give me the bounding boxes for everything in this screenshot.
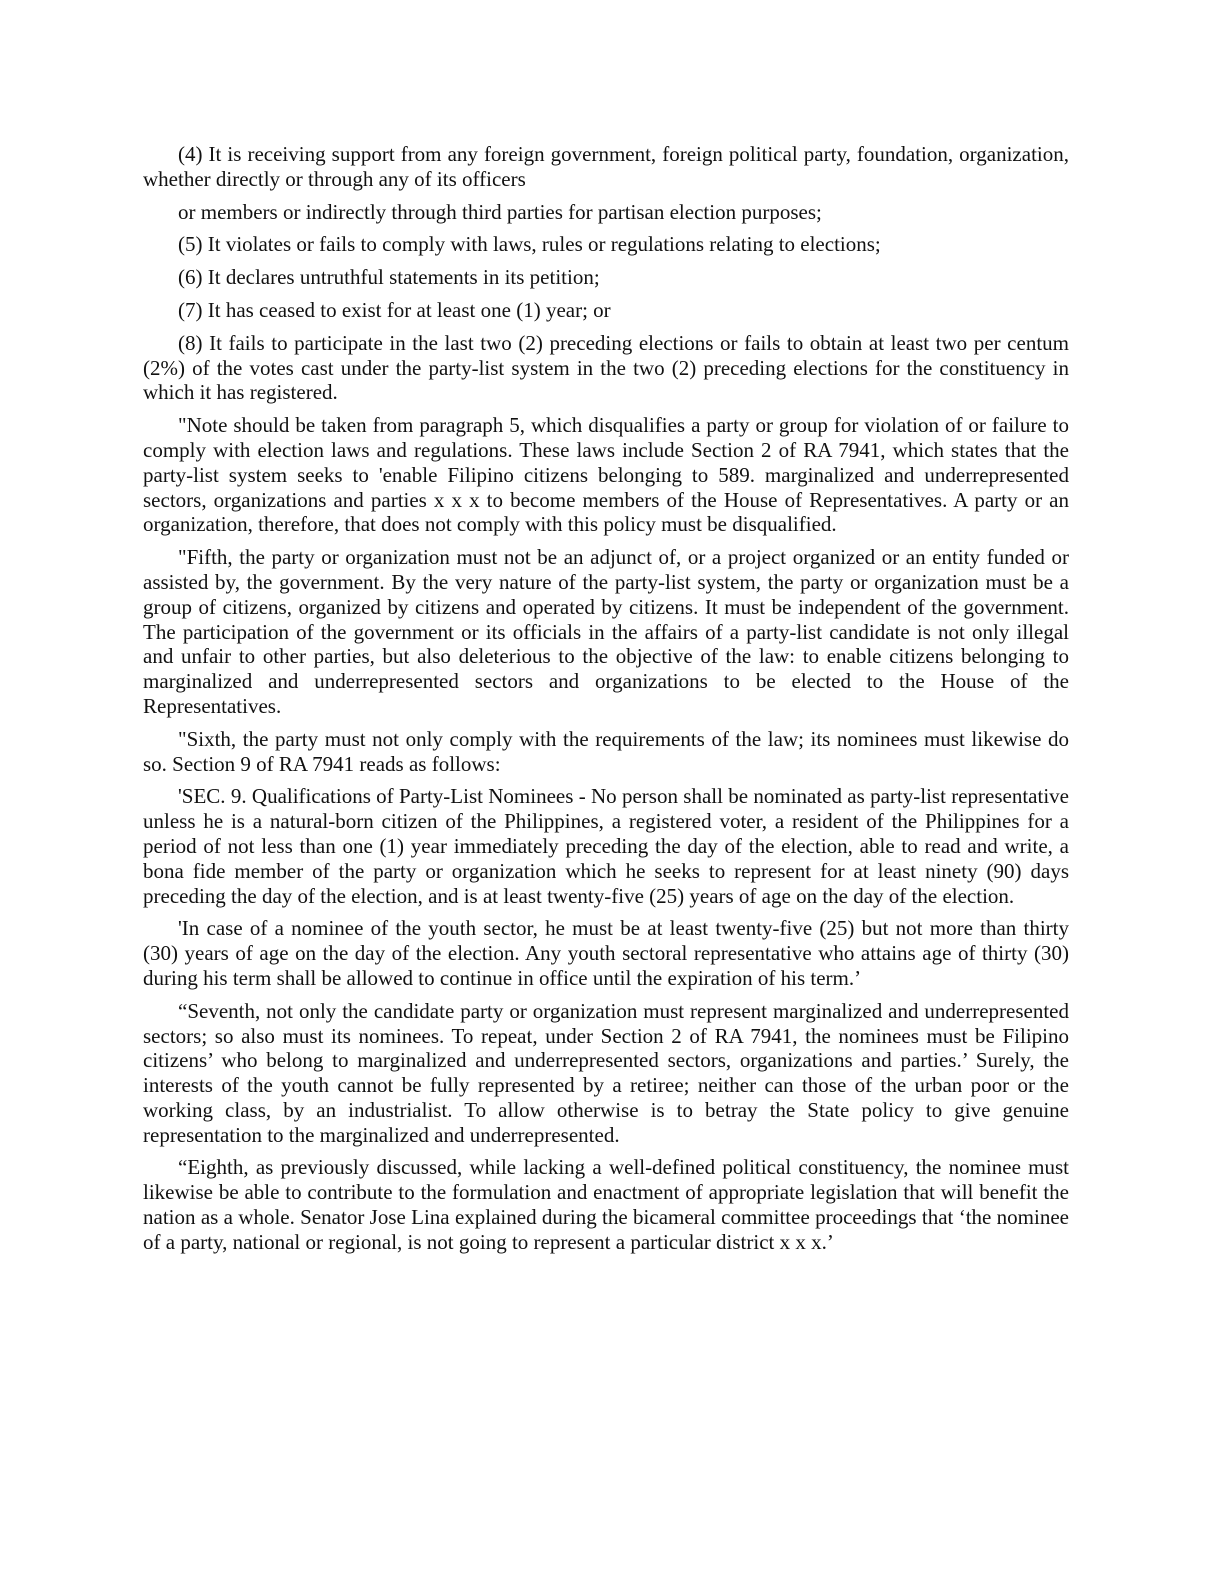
paragraph-sec-9: 'SEC. 9. Qualifications of Party-List Nominees - No person shall be nominated as party-list representative unless he is a natural-born citizen of the Philippines, a registered voter, a resident of the Philippines for a period of not less than one (1) year immediately preceding the day of the election, able to read and write, a bona fide member of the party or organization which he seeks to represent for at least ninety (90) days preceding the day of the election, and is at least twenty-five (25) years of age on the day of the election. — [143, 784, 1069, 908]
paragraph-item-8: (8) It fails to participate in the last two (2) preceding elections or fails to obtain at least two per centum (2%) of the votes cast under the party-list system in the two (2) preceding elections for the constituency in which it has registered. — [143, 330, 1069, 405]
paragraph-note-paragraph-5: "Note should be taken from paragraph 5, which disqualifies a party or group for violation of or failure to comply with election laws and regulations. These laws include Section 2 of RA 7941, which states that the party-list system seeks to 'enable Filipino citizens belonging to 589. marginalized and underrepresented sectors, organizations and parties x x x to become members of the House of Representatives. A party or an organization, therefore, that does not comply with this policy must be disqualified. — [143, 413, 1069, 537]
paragraph-item-7: (7) It has ceased to exist for at least one (1) year; or — [178, 297, 611, 322]
paragraph-sixth: "Sixth, the party must not only comply with the requirements of the law; its nominees must likewise do so. Section 9 of RA 7941 reads as follows: — [143, 726, 1069, 776]
paragraph-eighth: “Eighth, as previously discussed, while lacking a well-defined political constituency, the nominee must likewise be able to contribute to the formulation and enactment of appropriate legislation that will benefit the nation as a whole. Senator Jose Lina explained during the bicameral committee proceedings that ‘the nominee of a party, national or regional, is not going to represent a particular district x x x.’ — [143, 1155, 1069, 1254]
paragraph-item-4: (4) It is receiving support from any foreign government, foreign political party, foundation, organization, whether directly or through any of its officers — [143, 142, 1069, 191]
document-page — [143, 142, 1069, 1263]
paragraph-item-4-continued: or members or indirectly through third parties for partisan election purposes; — [178, 199, 822, 224]
paragraph-item-5: (5) It violates or fails to comply with laws, rules or regulations relating to elections; — [178, 232, 881, 257]
paragraph-fifth: "Fifth, the party or organization must not be an adjunct of, or a project organized or an entity funded or assisted by, the government. By the very nature of the party-list system, the party or organization must be a group of citizens, organized by citizens and operated by citizens. It must be independent of the government. The participation of the government or its officials in the affairs of a party-list candidate is not only illegal and unfair to other parties, but also deleterious to the objective of the law: to enable citizens belonging to marginalized and underrepresented sectors and organizations to be elected to the House of the Representatives. — [143, 545, 1069, 718]
paragraph-youth-sector: 'In case of a nominee of the youth sector, he must be at least twenty-five (25) but not more than thirty (30) years of age on the day of the election. Any youth sectoral representative who attains age of thirty (30) during his term shall be allowed to continue in office until the expiration of his term.’ — [143, 916, 1069, 990]
paragraph-seventh: “Seventh, not only the candidate party or organization must represent marginalized and underrepresented sectors; so also must its nominees. To repeat, under Section 2 of RA 7941, the nominees must be Filipino citizens’ who belong to marginalized and underrepresented sectors, organizations and parties.’ Surely, the interests of the youth cannot be fully represented by a retiree; neither can those of the urban poor or the working class, by an industrialist. To allow otherwise is to betray the State policy to give genuine representation to the marginalized and underrepresented. — [143, 998, 1069, 1147]
paragraph-item-6: (6) It declares untruthful statements in its petition; — [178, 265, 600, 290]
